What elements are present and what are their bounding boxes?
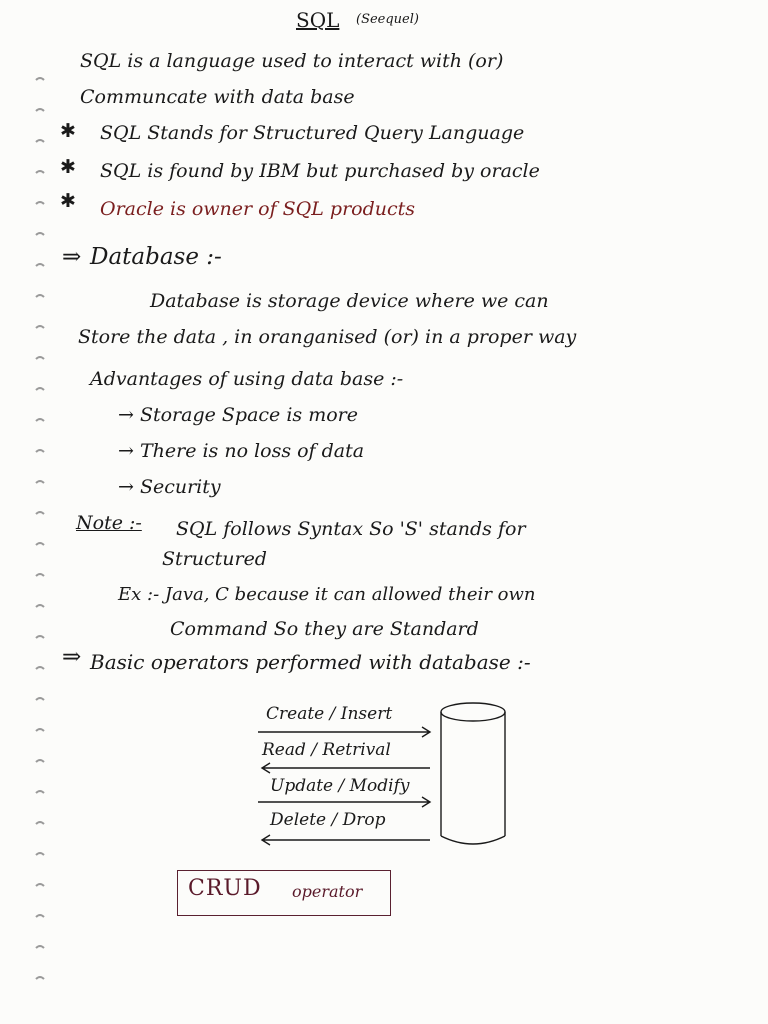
page-title: SQL bbox=[296, 8, 340, 32]
intro-line-2: Communcate with data base bbox=[80, 86, 355, 108]
note-line-1: SQL follows Syntax So 'S' stands for bbox=[176, 518, 526, 540]
operations-heading: Basic operators performed with database :- bbox=[90, 650, 531, 674]
database-heading: Database :- bbox=[90, 244, 222, 270]
bullet-2: SQL is found by IBM but purchased by oracle bbox=[100, 160, 540, 182]
note-line-2: Structured bbox=[162, 548, 267, 570]
op-read: Read / Retrival bbox=[262, 740, 391, 760]
advantage-1: → Storage Space is more bbox=[118, 404, 358, 426]
op-update: Update / Modify bbox=[270, 776, 410, 796]
arrow-to-db-3 bbox=[258, 797, 430, 807]
asterisk-icon: ✱ bbox=[60, 120, 76, 142]
arrow-from-db-4 bbox=[262, 835, 430, 845]
example-line-1: Ex :- Java, C because it can allowed their own bbox=[118, 584, 536, 605]
bullet-3: Oracle is owner of SQL products bbox=[100, 198, 416, 220]
asterisk-icon: ✱ bbox=[60, 190, 76, 212]
database-def-2: Store the data , in oranganised (or) in a proper way bbox=[78, 326, 577, 348]
page-title-sub: (Seequel) bbox=[356, 12, 419, 27]
arrow-right-icon: ⇒ bbox=[62, 244, 82, 270]
database-cylinder-icon bbox=[441, 703, 505, 844]
advantages-heading: Advantages of using data base :- bbox=[90, 368, 404, 390]
advantage-3: → Security bbox=[118, 476, 221, 498]
arrow-right-icon: ⇒ bbox=[62, 644, 82, 670]
arrow-from-db-2 bbox=[262, 763, 430, 773]
crud-sub-label: operator bbox=[292, 882, 363, 901]
bullet-1: SQL Stands for Structured Query Language bbox=[100, 122, 525, 144]
op-create: Create / Insert bbox=[266, 704, 393, 724]
arrow-to-db-1 bbox=[258, 727, 430, 737]
example-line-2: Command So they are Standard bbox=[170, 618, 479, 640]
op-delete: Delete / Drop bbox=[270, 810, 386, 830]
intro-line-1: SQL is a language used to interact with (or) bbox=[80, 50, 504, 72]
database-def-1: Database is storage device where we can bbox=[150, 290, 549, 312]
asterisk-icon: ✱ bbox=[60, 156, 76, 178]
crud-label: CRUD bbox=[188, 876, 262, 901]
advantage-2: → There is no loss of data bbox=[118, 440, 365, 462]
note-label: Note :- bbox=[76, 512, 142, 534]
